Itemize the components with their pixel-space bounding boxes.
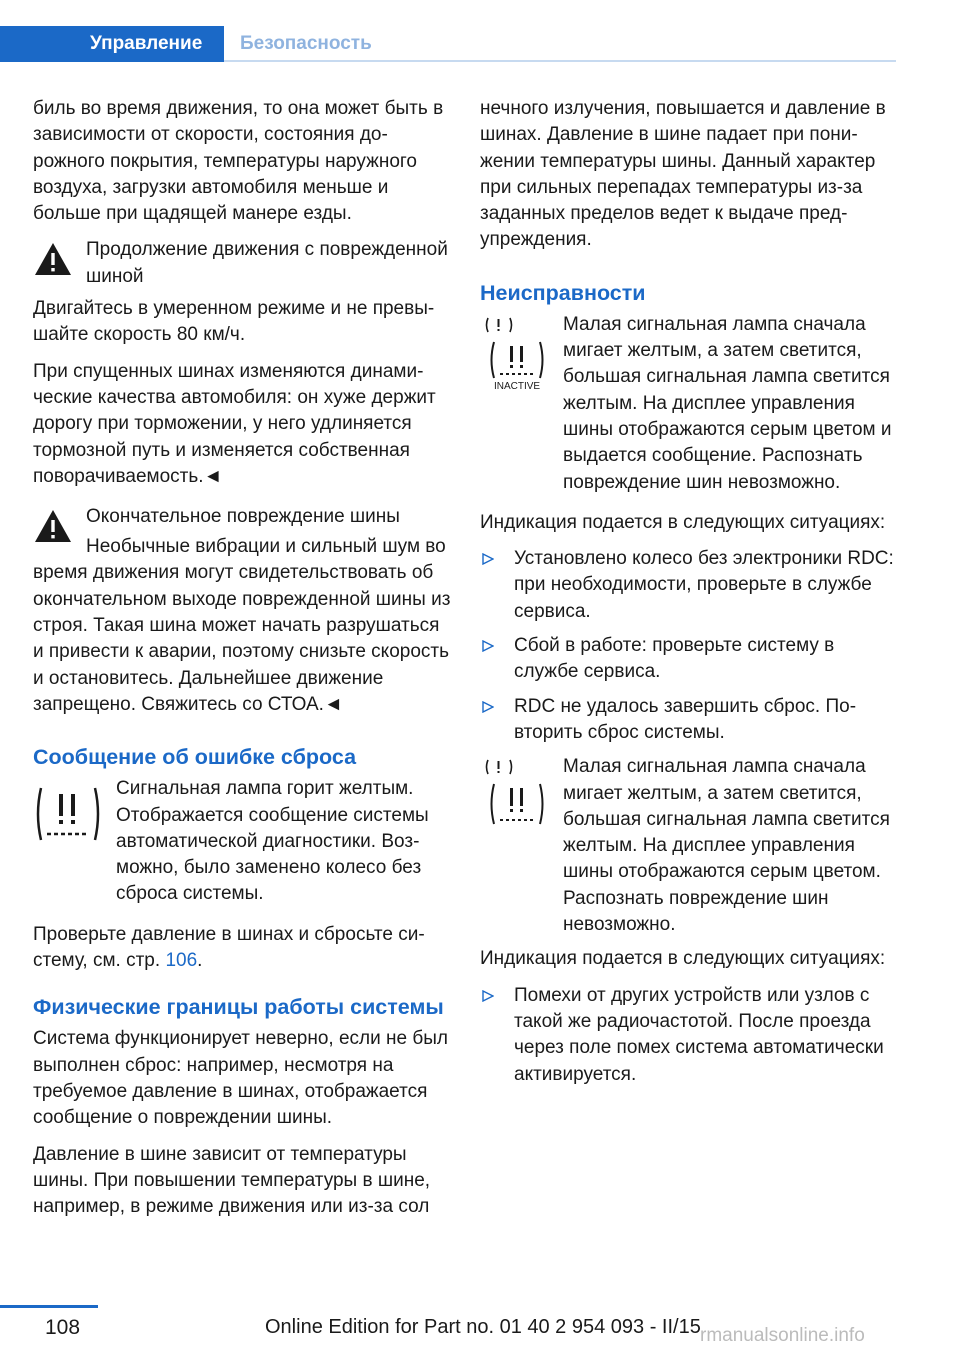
paragraph: нечного излучения, повышается и давление в шинах. Давление в шине падает при понижении температуры шины. Данный характер при сильных перепадах температуры из-за заданных пределов ведет к выдаче предупреждения. [480,98,886,251]
paragraph: Давление в шине зависит от температуры шины. При повышении температуры в шине, например, в режиме движения или из-за сол [33,1143,431,1218]
warning-triangle-icon [33,508,73,544]
tire-pressure-inactive-icon [480,312,550,394]
indicator-block [480,312,898,496]
paragraph: Проверьте давление в шинах и сбросьте систему, см. стр. 106. [33,923,425,972]
footer-rule [0,1305,98,1308]
right-column [480,96,898,1096]
tab-upravlenie[interactable]: Управление [0,26,224,62]
section-heading: Сообщение об ошибке сброса [33,745,357,770]
paragraph: биль во время движения, то она может быть в зависимости от скорости, состояния дорожного покрытия, температуры наружного воздуха, загрузки автомобиля меньше и больше при щадящей манере езды. [33,98,444,225]
warning-title: Продолжение движения с поврежденной шиной [86,239,448,287]
bullet-triangle-icon [482,701,494,713]
paragraph: Индикация подается в следующих ситуациях: [480,948,886,970]
paragraph: При спущенных шинах изменяются динамические качества автомобиля: он хуже держит дорогу при торможении, у него удлиняется тормозной путь и изменяется собственная поворачиваемость.◄ [33,360,436,487]
paragraph: Двигайтесь в умеренном режиме и не превышайте скорость 80 км/ч. [33,298,435,346]
warning-body: Необычные вибрации и сильный шум во время движения могут свидетельствовать об окончательном выходе поврежденной шины из строя. Такая шина может начать разрушаться и привести к аварии, поэтому снизьте скорость и остановитесь. Дальнейшее движение запрещено. Свяжитесь со СТОА.◄ [33,536,451,715]
page-number: 108 [45,1316,81,1339]
list-item: Помехи от других устройств или узлов с такой же радиочастотой. После проезда через поле помех система автоматически активируется. [480,983,898,1088]
bullet-list [480,546,898,746]
paragraph: Индикация подается в следующих ситуациях: [480,511,886,533]
warning-note [33,237,451,290]
list-item: Сбой в работе: проверьте систему в службе сервиса. [480,633,898,686]
tire-pressure-warning-icon [33,780,103,862]
watermark: rmanualsonline.info [700,1325,865,1346]
page-link-106[interactable]: 106 [165,950,198,972]
list-item: Установлено колесо без электроники RDC: при необходимости, проверьте в службе сервиса. [480,546,898,625]
indicator-block [480,754,898,938]
tab-bezopasnost[interactable]: Безопасность [240,33,372,54]
section-heading: Неисправности [480,280,646,305]
list-item: RDC не удалось завершить сброс. Повторить сброс системы. [480,694,898,747]
bullet-triangle-icon [482,990,494,1002]
indicator-block [33,776,451,907]
inactive-label: INACTIVE [493,380,541,392]
paragraph: Система функционирует неверно, если не был выполнен сброс: например, несмотря на требуемое давление в шинах, отображается сообщение о повреждении шины. [33,1028,448,1129]
edition-info: Online Edition for Part no. 01 40 2 954 093 - II/15 [265,1316,701,1338]
bullet-list [480,983,898,1088]
indicator-text: Малая сигнальная лампа сначала мигает желтым, а затем светится, большая сигнальная лампа светится желтым. На дисплее управления шины отображаются серым цветом и выдается сообщение. Распознать повреждение шин невозможно. [563,313,892,493]
page-header [0,0,960,62]
header-rule [224,60,896,62]
bullet-triangle-icon [482,553,494,565]
warning-triangle-icon [33,241,73,277]
indicator-text: Сигнальная лампа горит желтым. Отображается сообщение системы автоматической диагностики. Возможно, было заменено колесо без сброса системы. [116,778,429,905]
bullet-triangle-icon [482,640,494,652]
section-heading: Физические границы работы системы [33,995,444,1020]
warning-title: Окончательное повреждение шины [86,506,400,528]
warning-note [33,504,451,534]
tire-pressure-flash-icon [480,754,550,836]
left-column [33,96,451,1230]
indicator-text: Малая сигнальная лампа сначала мигает желтым, а затем светится, большая сигнальная лампа светится желтым. На дисплее управления шины отображаются серым цветом. Распознать повреждение шин невозможно. [563,756,890,936]
